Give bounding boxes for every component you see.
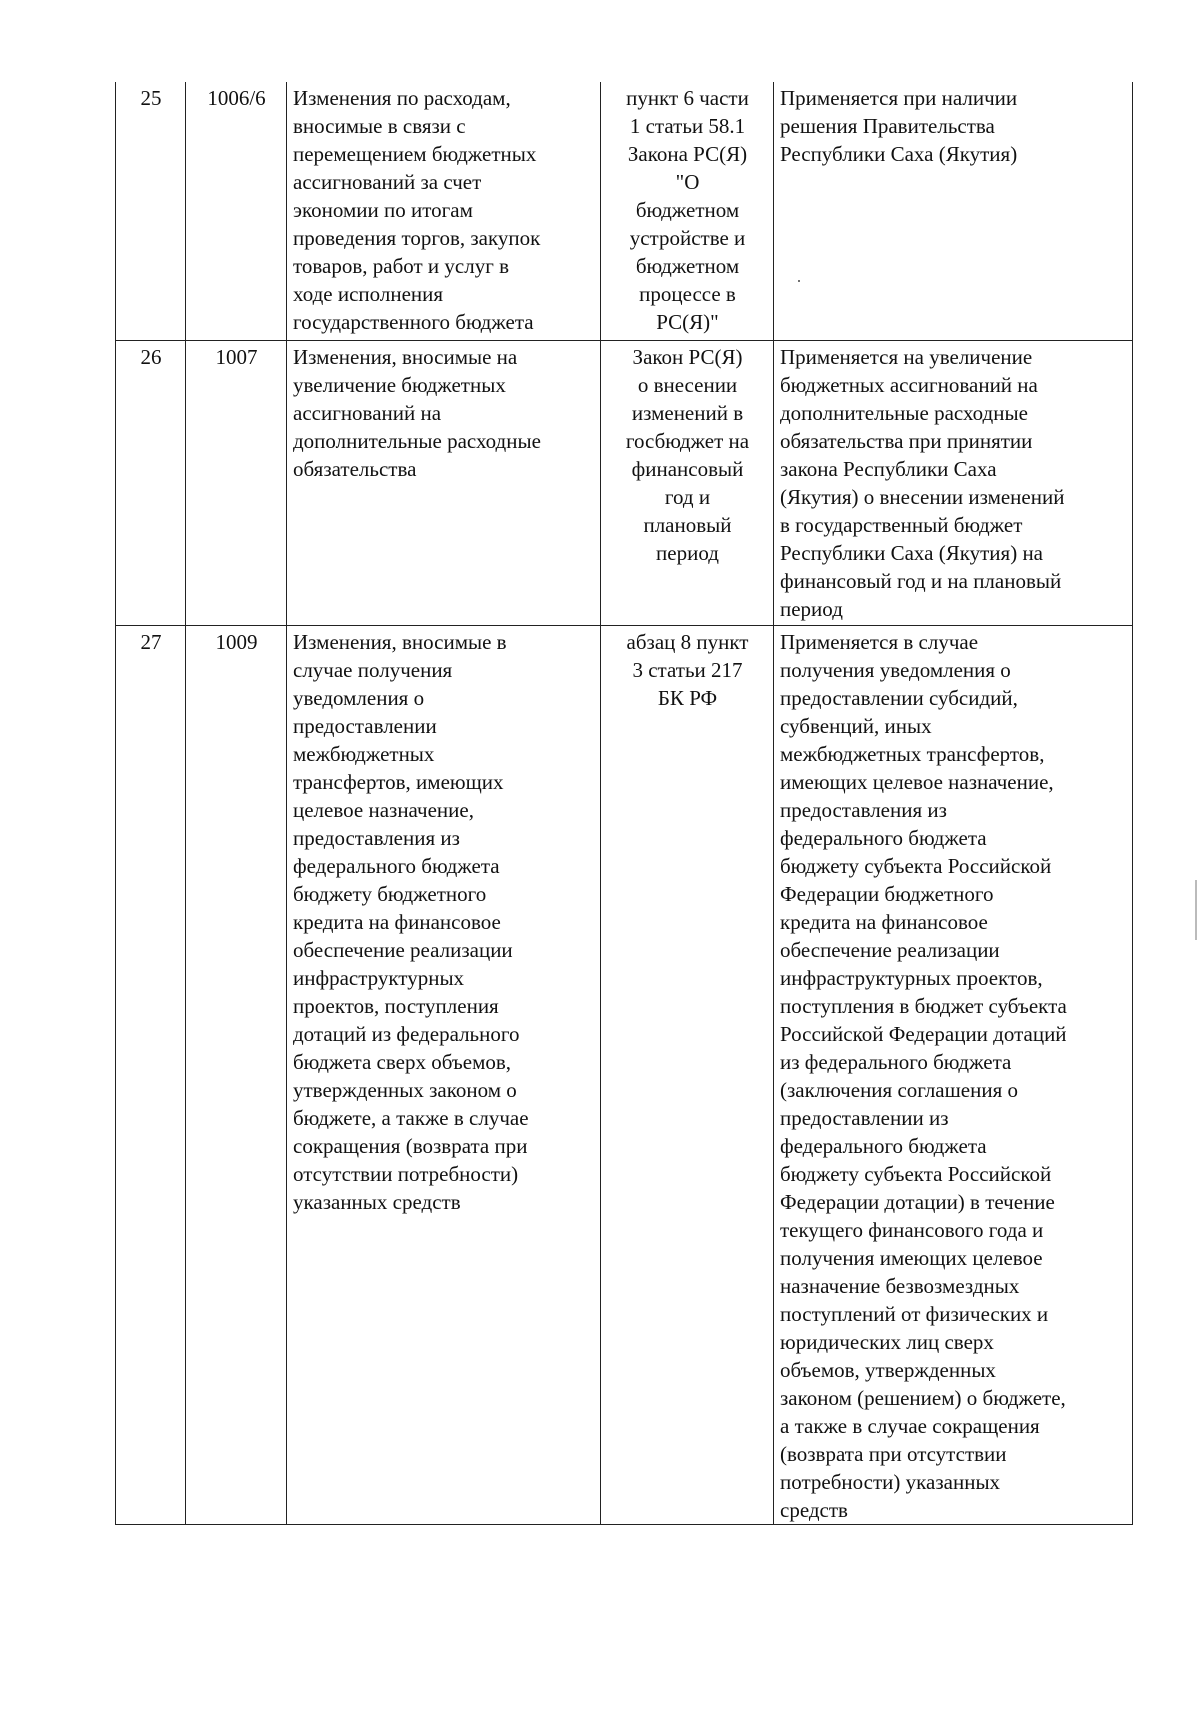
row-application-note: Применяется при наличии решения Правительства Республики Саха (Якутия) — [774, 82, 1133, 341]
row-legal-basis: абзац 8 пункт 3 статьи 217 БК РФ — [601, 626, 774, 1525]
row-application-note: Применяется в случае получения уведомления о предоставлении субсидий, субвенций, иных межбюджетных трансфертов, имеющих целевое назначение, предоставления из федерального бюджета бюджету субъекта Российской Федерации бюджетного кредита на финансовое обеспечение реализации инфраструктурных проектов, поступления в бюджет субъекта Российской Федерации дотаций из федерального бюджета (заключения соглашения о предоставлении из федерального бюджета бюджету субъекта Российской Федерации дотации) в течение текущего финансового года и получения имеющих целевое назначение безвозмездных поступлений от физических и юридических лиц сверх объемов, утвержденных законом (решением) о бюджете, а также в случае сокращения (возврата при отсутствии потребности) указанных средств — [774, 626, 1133, 1525]
table-row — [116, 626, 1133, 1525]
scan-edge-mark — [1195, 880, 1197, 940]
row-legal-basis: пункт 6 части 1 статьи 58.1 Закона РС(Я) "О бюджетном устройстве и бюджетном процессе в РС(Я)" — [601, 82, 774, 341]
table-row — [116, 82, 1133, 341]
row-number: 27 — [116, 626, 186, 1525]
row-application-note: Применяется на увеличение бюджетных ассигнований на дополнительные расходные обязательства при принятии закона Республики Саха (Якутия) о внесении изменений в государственный бюджет Республики Саха (Якутия) на финансовый год и на плановый период — [774, 341, 1133, 626]
row-code: 1007 — [186, 341, 287, 626]
budget-changes-table — [115, 82, 1133, 1525]
row-legal-basis: Закон РС(Я) о внесении изменений в госбюджет на финансовый год и плановый период — [601, 341, 774, 626]
row-code: 1006/6 — [186, 82, 287, 341]
row-description: Изменения, вносимые в случае получения уведомления о предоставлении межбюджетных трансфертов, имеющих целевое назначение, предоставления из федерального бюджета бюджету бюджетного кредита на финансовое обеспечение реализации инфраструктурных проектов, поступления дотаций из федерального бюджета сверх объемов, утвержденных законом о бюджете, а также в случае сокращения (возврата при отсутствии потребности) указанных средств — [287, 626, 601, 1525]
table-row — [116, 341, 1133, 626]
row-number: 26 — [116, 341, 186, 626]
row-number: 25 — [116, 82, 186, 341]
scan-speck — [798, 280, 800, 282]
row-description: Изменения по расходам, вносимые в связи с перемещением бюджетных ассигнований за счет экономии по итогам проведения торгов, закупок товаров, работ и услуг в ходе исполнения государственного бюджета — [287, 82, 601, 341]
row-description: Изменения, вносимые на увеличение бюджетных ассигнований на дополнительные расходные обязательства — [287, 341, 601, 626]
row-code: 1009 — [186, 626, 287, 1525]
